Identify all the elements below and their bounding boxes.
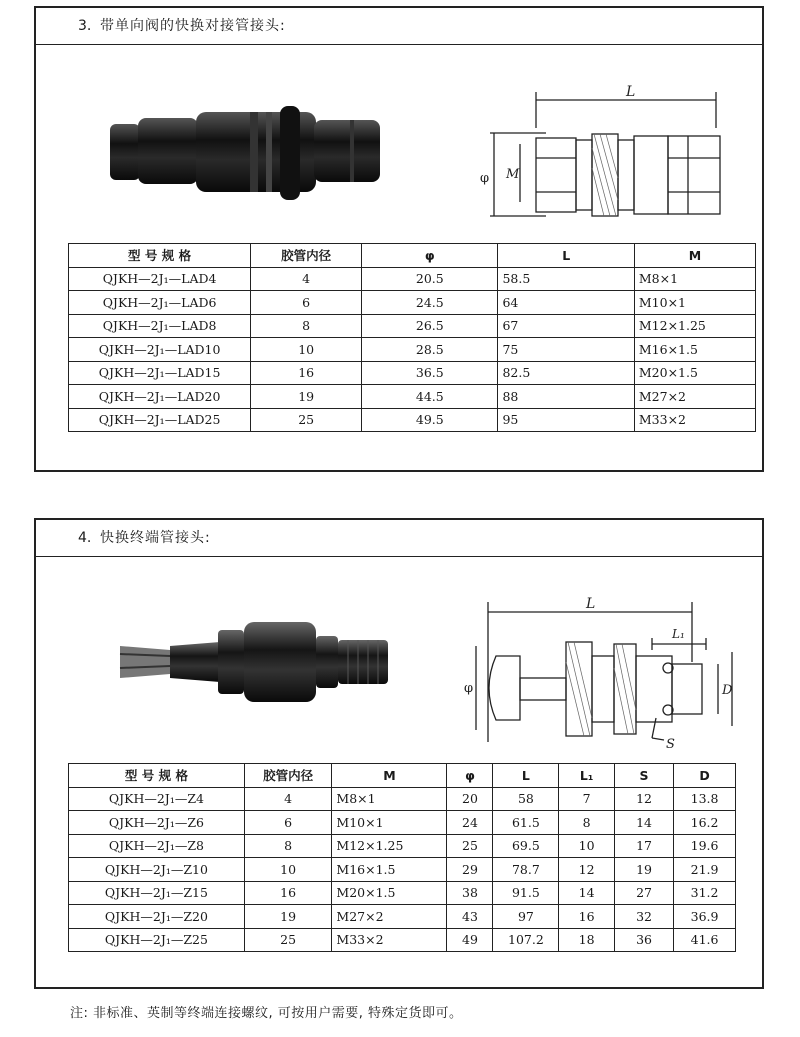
cell-L: 61.5 [493,811,559,835]
cell-D: 36.9 [674,905,736,929]
cell-M: M20×1.5 [332,881,447,905]
cell-D: 16.2 [674,811,736,835]
section-number: 3. [78,18,92,34]
section-title: 快换终端管接头: [100,530,211,546]
cell-D: 13.8 [674,787,736,811]
cell-model: QJKH—2J₁—Z4 [69,787,245,811]
cell-model: QJKH—2J₁—LAD4 [69,267,251,291]
cell-L: 97 [493,905,559,929]
table-row [69,928,736,952]
dim-label-L: L [586,596,596,612]
col-header-L: L [498,244,634,268]
dim-label-L1: L₁ [672,627,685,641]
dim-label-M: M [506,167,520,182]
table-row [69,408,756,432]
cell-hose-id: 19 [251,385,362,409]
technical-drawing [476,78,746,228]
cell-M: M8×1 [634,267,755,291]
cell-model: QJKH—2J₁—LAD25 [69,408,251,432]
cell-M: M8×1 [332,787,447,811]
cell-L1: 18 [559,928,614,952]
cell-L: 78.7 [493,858,559,882]
section-check-valve-coupling [34,6,764,472]
table-row [69,787,736,811]
cell-model: QJKH—2J₁—Z20 [69,905,245,929]
col-header-hose-id: 胶管内径 [251,244,362,268]
cell-L: 58.5 [498,267,634,291]
col-header-L: L [493,764,559,788]
cell-hose-id: 16 [244,881,332,905]
cell-L: 95 [498,408,634,432]
cell-hose-id: 4 [244,787,332,811]
table-header-row [69,244,756,268]
col-header-hose-id: 胶管内径 [244,764,332,788]
col-header-S: S [614,764,673,788]
dim-label-S: S [666,737,675,752]
technical-drawing [456,592,756,752]
table-row [69,267,756,291]
col-header-model: 型 号 规 格 [69,244,251,268]
cell-L: 107.2 [493,928,559,952]
section-terminal-coupling [34,518,764,989]
cell-hose-id: 16 [251,361,362,385]
table-row [69,881,736,905]
cell-model: QJKH—2J₁—Z25 [69,928,245,952]
cell-M: M27×2 [634,385,755,409]
section-number: 4. [78,530,92,546]
cell-phi: 36.5 [362,361,498,385]
cell-S: 36 [614,928,673,952]
cell-M: M10×1 [332,811,447,835]
cell-L: 91.5 [493,881,559,905]
cell-D: 21.9 [674,858,736,882]
table-row [69,338,756,362]
spec-table [68,243,756,432]
cell-S: 32 [614,905,673,929]
cell-M: M10×1 [634,291,755,315]
dim-label-phi: φ [480,171,490,186]
cell-M: M27×2 [332,905,447,929]
cell-phi: 24.5 [362,291,498,315]
footnote: 注: 非标准、英制等终端连接螺纹, 可按用户需要, 特殊定货即可。 [70,1006,463,1021]
table-header-row [69,764,736,788]
cell-L1: 10 [559,834,614,858]
col-header-model: 型 号 规 格 [69,764,245,788]
cell-L1: 7 [559,787,614,811]
cell-M: M16×1.5 [332,858,447,882]
cell-S: 27 [614,881,673,905]
cell-model: QJKH—2J₁—LAD6 [69,291,251,315]
col-header-M: M [634,244,755,268]
dim-label-L: L [626,84,636,100]
cell-model: QJKH—2J₁—LAD8 [69,314,251,338]
cell-model: QJKH—2J₁—LAD20 [69,385,251,409]
cell-L: 88 [498,385,634,409]
cell-phi: 20 [447,787,493,811]
cell-hose-id: 19 [244,905,332,929]
cell-hose-id: 8 [251,314,362,338]
cell-phi: 26.5 [362,314,498,338]
cell-L: 69.5 [493,834,559,858]
cell-L1: 8 [559,811,614,835]
table-row [69,905,736,929]
col-header-D: D [674,764,736,788]
cell-model: QJKH—2J₁—LAD15 [69,361,251,385]
cell-L: 58 [493,787,559,811]
cell-D: 31.2 [674,881,736,905]
cell-model: QJKH—2J₁—Z10 [69,858,245,882]
cell-M: M33×2 [332,928,447,952]
product-photo [100,98,400,208]
cell-L1: 12 [559,858,614,882]
table-row [69,291,756,315]
table-row [69,858,736,882]
cell-M: M16×1.5 [634,338,755,362]
cell-L1: 16 [559,905,614,929]
table-row [69,314,756,338]
cell-phi: 28.5 [362,338,498,362]
cell-phi: 29 [447,858,493,882]
cell-hose-id: 8 [244,834,332,858]
cell-phi: 49 [447,928,493,952]
cell-L1: 14 [559,881,614,905]
cell-S: 19 [614,858,673,882]
cell-L: 82.5 [498,361,634,385]
dim-label-D: D [722,683,733,698]
table-row [69,834,736,858]
section-header [36,8,762,45]
cell-S: 17 [614,834,673,858]
col-header-phi: φ [447,764,493,788]
table-row [69,385,756,409]
dim-label-phi: φ [464,681,474,696]
cell-model: QJKH—2J₁—LAD10 [69,338,251,362]
cell-hose-id: 25 [244,928,332,952]
cell-hose-id: 25 [251,408,362,432]
col-header-L1: L₁ [559,764,614,788]
cell-M: M20×1.5 [634,361,755,385]
cell-model: QJKH—2J₁—Z6 [69,811,245,835]
cell-model: QJKH—2J₁—Z8 [69,834,245,858]
cell-hose-id: 10 [244,858,332,882]
cell-hose-id: 6 [244,811,332,835]
cell-phi: 49.5 [362,408,498,432]
cell-phi: 25 [447,834,493,858]
section-header [36,520,762,557]
cell-L: 75 [498,338,634,362]
cell-phi: 24 [447,811,493,835]
table-row [69,811,736,835]
cell-phi: 44.5 [362,385,498,409]
cell-hose-id: 10 [251,338,362,362]
cell-S: 12 [614,787,673,811]
table-row [69,361,756,385]
cell-M: M33×2 [634,408,755,432]
section-title: 带单向阀的快换对接管接头: [100,18,286,34]
cell-S: 14 [614,811,673,835]
col-header-M: M [332,764,447,788]
spec-table [68,763,736,952]
cell-model: QJKH—2J₁—Z15 [69,881,245,905]
cell-L: 67 [498,314,634,338]
cell-phi: 20.5 [362,267,498,291]
product-photo [110,616,400,712]
cell-M: M12×1.25 [332,834,447,858]
cell-hose-id: 4 [251,267,362,291]
cell-phi: 43 [447,905,493,929]
cell-D: 19.6 [674,834,736,858]
cell-hose-id: 6 [251,291,362,315]
cell-D: 41.6 [674,928,736,952]
cell-M: M12×1.25 [634,314,755,338]
cell-L: 64 [498,291,634,315]
col-header-phi: φ [362,244,498,268]
cell-phi: 38 [447,881,493,905]
